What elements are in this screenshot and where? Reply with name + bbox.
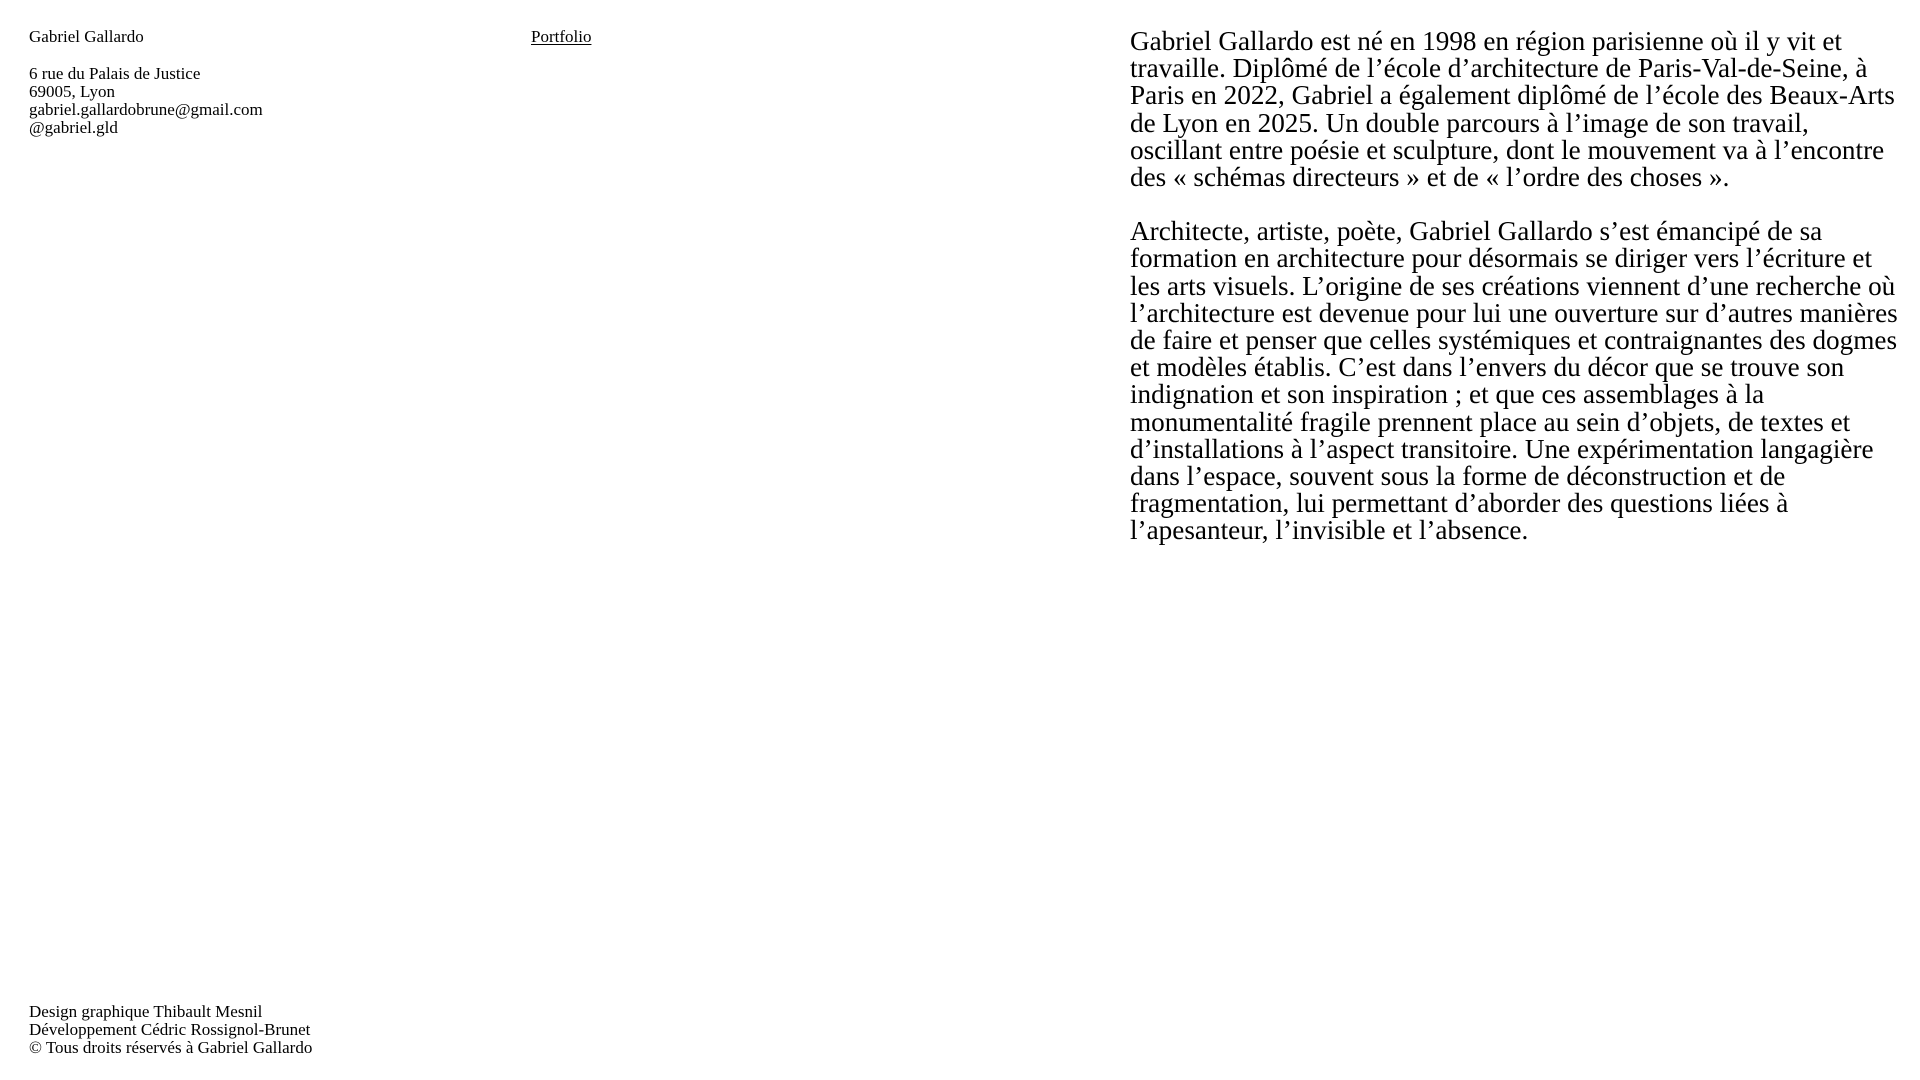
copyright: © Tous droits réservés à Gabriel Gallardo <box>29 1038 313 1057</box>
bio-paragraph-2: Architecte, artiste, poète, Gabriel Gallardo s’est émancipé de sa formation en architecture pour désormais se diriger vers l’écriture et les arts visuels. L’origine de ses créations viennent d’une recherche où l’architecture est devenue pour lui une ouverture sur d’autres manières de faire et penser que celles systémiques et contraignantes des dogmes et modèles établis. C’est dans l’envers du décor que se trouve son indignation et son inspiration ; et que ces assemblages à la monumentalité fragile prennent place au sein d’objets, de textes et d’installations à l’aspect transitoire. Une expérimentation langagière dans l’espace, souvent sous la forme de déconstruction et de fragmentation, lui permettant d’aborder des questions liées à l’apesanteur, l’invisible et l’absence. <box>1130 216 1898 546</box>
portfolio-link[interactable]: Portfolio <box>531 27 592 46</box>
bio-text <box>1130 28 1905 572</box>
bio-paragraph-1: Gabriel Gallardo est né en 1998 en région parisienne où il y vit et travaille. Diplômé de l’école d’architecture de Paris-Val-de-Seine, à Paris en 2022, Gabriel a également diplômé de l’école des Beaux-Arts de Lyon en 2025. Un double parcours à l’image de son travail, oscillant entre poésie et sculpture, dont le mouvement va à l’encontre des « schémas directeurs » et de « l’ordre des choses ». <box>1130 26 1895 193</box>
site-name: Gabriel Gallardo <box>29 27 144 46</box>
design-credit: Design graphique Thibault Mesnil <box>29 1002 263 1021</box>
contact-instagram: @gabriel.gld <box>29 118 118 137</box>
contact-street: 6 rue du Palais de Justice <box>29 64 201 83</box>
dev-credit: Développement Cédric Rossignol-Brunet <box>29 1020 311 1039</box>
footer-credits <box>29 1003 312 1057</box>
contact-block <box>29 65 263 137</box>
contact-email: gabriel.gallardobrune@gmail.com <box>29 100 263 119</box>
contact-city: 69005, Lyon <box>29 82 115 101</box>
